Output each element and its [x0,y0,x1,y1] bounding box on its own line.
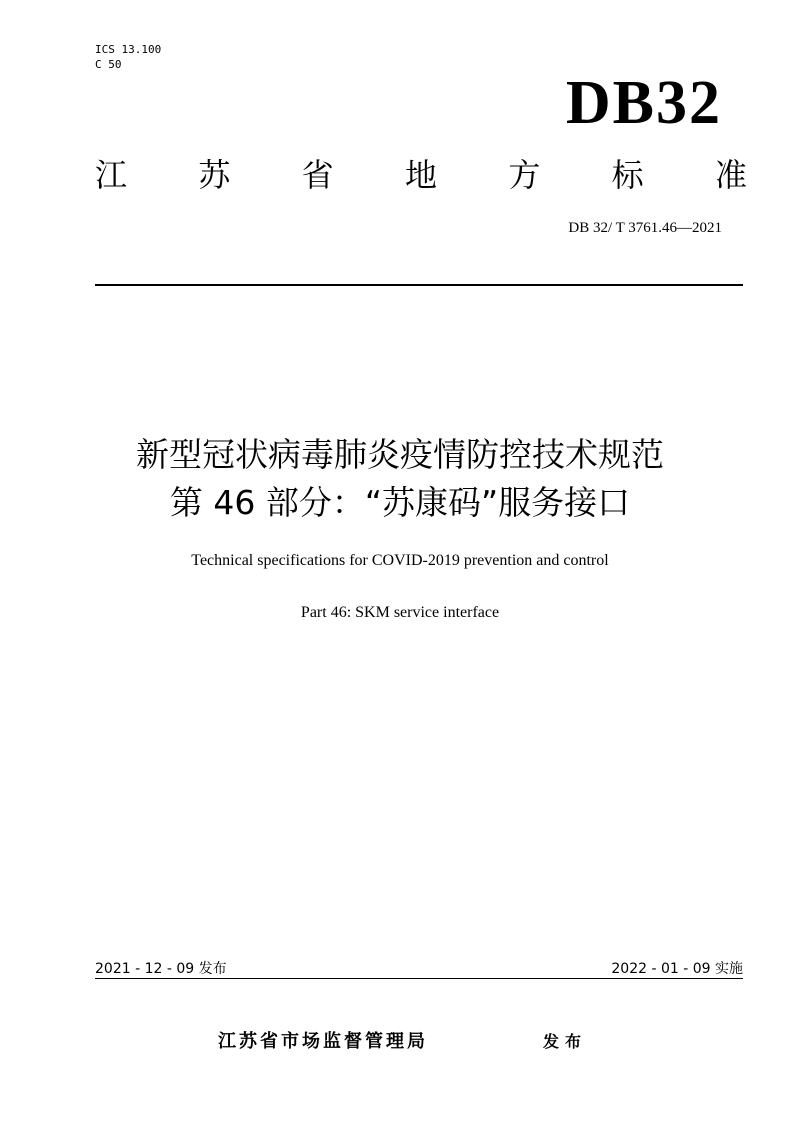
publisher-name: 江苏省市场监督管理局 [218,1031,428,1052]
title-char: 苏 [198,156,231,194]
dates-row [95,960,743,979]
english-title-line-1: Technical specifications for COVID-2019 prevention and control [191,552,609,569]
publish-label: 发布 [543,1032,588,1051]
classification-codes [95,42,161,72]
ccs-code: C 50 [95,58,122,71]
title-char: 省 [301,156,334,194]
implement-date: 2022 - 01 - 09 实施 [611,961,743,977]
standard-type-title [95,155,747,195]
issue-date: 2021 - 12 - 09 发布 [95,961,227,977]
standard-code-db32: DB32 [565,69,722,137]
title-char: 准 [714,156,747,194]
ics-code: ICS 13.100 [95,43,162,56]
chinese-title-line-2: 第 46 部分：“苏康码”服务接口 [169,483,631,522]
title-char: 地 [404,156,437,194]
title-char: 江 [95,156,128,194]
standard-number: DB 32/ T 3761.46—2021 [568,220,722,236]
title-char: 方 [508,156,541,194]
title-char: 标 [611,156,644,194]
header-divider [95,284,743,286]
english-title-line-2: Part 46: SKM service interface [300,604,500,621]
chinese-title-line-1: 新型冠状病毒肺炎疫情防控技术规范 [136,435,664,474]
